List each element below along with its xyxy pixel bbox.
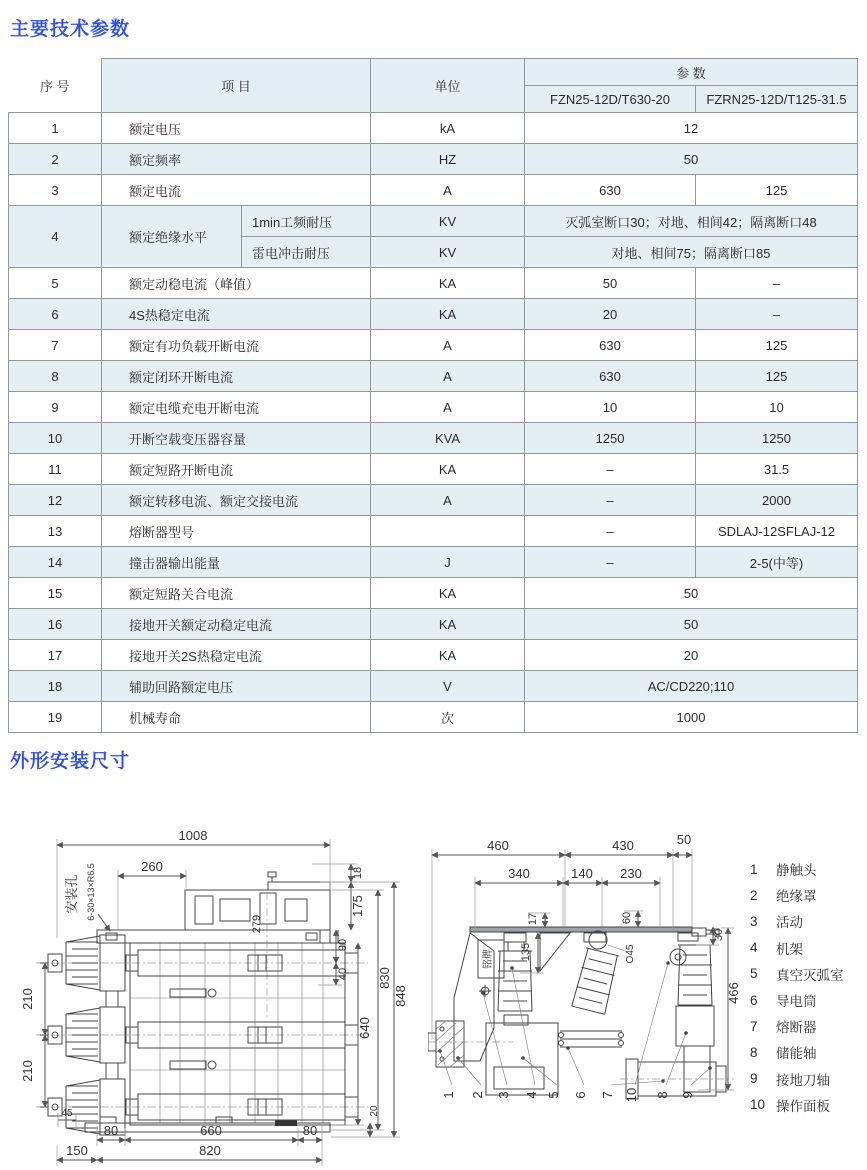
table-cell: 辅助回路额定电压 xyxy=(102,671,371,702)
dim-label: 340 xyxy=(508,866,530,881)
table-cell: 50 xyxy=(525,268,696,299)
dim-label: 40 xyxy=(337,967,349,981)
legend-label: 接地刀轴 xyxy=(776,1072,830,1088)
table-row xyxy=(9,547,858,578)
dim-label: 135 xyxy=(520,942,532,962)
table-cell: – xyxy=(525,454,696,485)
col-header-param: 参 数 xyxy=(525,59,858,86)
svg-text:铭牌: 铭牌 xyxy=(483,949,494,969)
table-cell: 125 xyxy=(696,361,858,392)
table-cell: 额定短路开断电流 xyxy=(102,454,371,485)
callout-label: 1 xyxy=(441,1091,456,1099)
table-cell: 10 xyxy=(696,392,858,423)
dim-label: 660 xyxy=(200,1123,222,1138)
table-cell: 8 xyxy=(9,361,102,392)
dim-label: 90 xyxy=(337,938,349,952)
table-cell: KA xyxy=(371,609,525,640)
col-header-model-a: FZN25-12D/T630-20 xyxy=(525,86,696,113)
table-cell xyxy=(371,516,525,547)
table-cell: 1000 xyxy=(525,702,858,733)
legend-item xyxy=(750,987,844,1013)
legend-item xyxy=(750,1013,844,1039)
table-cell: 4S热稳定电流 xyxy=(102,299,371,330)
table-row xyxy=(9,113,858,144)
col-header-unit: 单位 xyxy=(371,59,525,113)
table-cell: 额定绝缘水平 xyxy=(102,206,242,268)
table-cell: A xyxy=(371,392,525,423)
callout-label: 3 xyxy=(496,1091,511,1099)
legend-label: 绝缘罩 xyxy=(776,889,817,905)
table-cell: – xyxy=(525,516,696,547)
table-cell: A xyxy=(371,361,525,392)
table-cell: KV xyxy=(371,206,525,237)
table-cell: 6 xyxy=(9,299,102,330)
top-plate xyxy=(470,927,692,932)
table-cell: – xyxy=(696,299,858,330)
table-row xyxy=(9,485,858,516)
table-cell: 2 xyxy=(9,144,102,175)
dim-label: 848 xyxy=(393,985,408,1007)
legend-label: 导电筒 xyxy=(776,994,817,1010)
table-cell: 额定短路关合电流 xyxy=(102,578,371,609)
table-cell: KA xyxy=(371,454,525,485)
table-cell: 17 xyxy=(9,640,102,671)
legend-item xyxy=(750,1092,844,1118)
table-cell: 4 xyxy=(9,206,102,268)
table-cell: 开断空载变压器容量 xyxy=(102,423,371,454)
table-cell: 10 xyxy=(9,423,102,454)
dim-label: 230 xyxy=(620,866,642,881)
table-cell: 机械寿命 xyxy=(102,702,371,733)
dim-label: 60 xyxy=(621,911,633,925)
table-cell: 熔断器型号 xyxy=(102,516,371,547)
table-cell: 灭弧室断口30；对地、相间42；隔离断口48 xyxy=(525,206,858,237)
table-cell: A xyxy=(371,330,525,361)
table-cell: 7 xyxy=(9,330,102,361)
table-cell: – xyxy=(525,547,696,578)
legend-number: 8 xyxy=(750,1044,758,1060)
dimensions-title: 外形安装尺寸 xyxy=(10,751,131,772)
dim-label: 150 xyxy=(66,1143,88,1158)
table-cell: J xyxy=(371,547,525,578)
mounting-rail xyxy=(97,930,330,943)
legend-label: 活动 xyxy=(776,915,803,931)
table-row xyxy=(9,206,858,237)
dim-label: 140 xyxy=(571,866,593,881)
table-cell: KVA xyxy=(371,423,525,454)
callout-leaders xyxy=(440,963,710,1085)
table-cell: 14 xyxy=(9,547,102,578)
dim-label: 830 xyxy=(377,967,392,989)
legend-item xyxy=(750,1039,844,1065)
table-row xyxy=(9,640,858,671)
table-header xyxy=(9,59,858,113)
legend-item xyxy=(750,882,844,908)
table-cell: 16 xyxy=(9,609,102,640)
table-cell: 630 xyxy=(525,175,696,206)
params-table xyxy=(8,58,858,733)
col-header-model-b: FZRN25-12D/T125-31.5 xyxy=(696,86,858,113)
parts-legend xyxy=(750,856,844,1118)
table-cell: KV xyxy=(371,237,525,268)
table-cell: – xyxy=(696,268,858,299)
table-cell: 接地开关2S热稳定电流 xyxy=(102,640,371,671)
table-row xyxy=(9,268,858,299)
table-cell: 额定动稳电流（峰值） xyxy=(102,268,371,299)
table-row xyxy=(9,454,858,485)
dim-label: 210 xyxy=(20,1060,35,1082)
table-body xyxy=(9,113,858,733)
dim-label: 17 xyxy=(527,912,539,926)
machine-body xyxy=(428,928,726,1099)
legend-number: 5 xyxy=(750,966,758,982)
table-cell: 20 xyxy=(525,640,858,671)
table-cell: 9 xyxy=(9,392,102,423)
table-row xyxy=(9,392,858,423)
header-row xyxy=(9,59,858,86)
phase-links xyxy=(106,989,216,1079)
table-cell: KA xyxy=(371,268,525,299)
table-cell: 额定闭环开断电流 xyxy=(102,361,371,392)
dim-label: 80 xyxy=(103,1123,119,1138)
legend-label: 机架 xyxy=(776,941,803,957)
main-frame xyxy=(130,943,345,1125)
col-header-item: 项 目 xyxy=(102,59,371,113)
table-row xyxy=(9,330,858,361)
legend-number: 7 xyxy=(750,1018,758,1034)
legend-label: 真空灭弧室 xyxy=(776,967,844,983)
callout-label: 4 xyxy=(524,1091,539,1099)
table-row xyxy=(9,361,858,392)
table-cell: 雷电冲击耐压 xyxy=(242,237,371,268)
legend-number: 10 xyxy=(750,1097,766,1113)
dim-label: 279 xyxy=(251,914,263,934)
table-cell: A xyxy=(371,175,525,206)
left-outline-drawing xyxy=(20,828,430,1170)
legend-number: 9 xyxy=(750,1071,758,1087)
legend-item xyxy=(750,908,844,934)
table-cell: KA xyxy=(371,299,525,330)
table-cell: 11 xyxy=(9,454,102,485)
table-cell: 对地、相间75；隔离断口85 xyxy=(525,237,858,268)
dim-label: 30 xyxy=(713,928,725,942)
table-cell: 3 xyxy=(9,175,102,206)
dim-label: 466 xyxy=(726,982,741,1004)
table-cell: AC/CD220;110 xyxy=(525,671,858,702)
dim-label: 175 xyxy=(350,895,365,917)
dim-label: 210 xyxy=(20,988,35,1010)
table-row xyxy=(9,578,858,609)
table-row xyxy=(9,144,858,175)
table-cell: 2-5(中等) xyxy=(696,547,858,578)
dim-label: 80 xyxy=(302,1123,318,1138)
table-cell: 18 xyxy=(9,671,102,702)
table-cell: 1min工频耐压 xyxy=(242,206,371,237)
legend-number: 1 xyxy=(750,861,758,877)
table-cell: 19 xyxy=(9,702,102,733)
table-cell: 630 xyxy=(525,361,696,392)
table-cell: 1 xyxy=(9,113,102,144)
table-cell: 31.5 xyxy=(696,454,858,485)
table-cell: 撞击器输出能量 xyxy=(102,547,371,578)
table-cell: kA xyxy=(371,113,525,144)
table-cell: 12 xyxy=(525,113,858,144)
table-row xyxy=(9,299,858,330)
mount-hole-note: 6-30×13×R6.5 xyxy=(86,863,96,921)
legend-label: 静触头 xyxy=(776,863,817,879)
legend-item xyxy=(750,856,844,882)
table-cell: 630 xyxy=(525,330,696,361)
legend-item xyxy=(750,961,844,987)
table-cell: 额定电压 xyxy=(102,113,371,144)
table-cell: KA xyxy=(371,640,525,671)
table-cell: 50 xyxy=(525,578,858,609)
table-cell: V xyxy=(371,671,525,702)
dim-label: 460 xyxy=(487,838,509,853)
table-row xyxy=(9,175,858,206)
legend-label: 熔断器 xyxy=(776,1020,817,1036)
table-row xyxy=(9,609,858,640)
right-outline-drawing xyxy=(428,833,763,1145)
dim-label: 260 xyxy=(141,859,163,874)
legend-number: 3 xyxy=(750,913,758,929)
table-row xyxy=(9,671,858,702)
callout-label: 7 xyxy=(600,1091,615,1099)
dim-label: 430 xyxy=(612,838,634,853)
table-cell: 12 xyxy=(9,485,102,516)
table-cell: 50 xyxy=(525,609,858,640)
table-cell: 额定电缆充电开断电流 xyxy=(102,392,371,423)
legend-label: 操作面板 xyxy=(776,1098,830,1114)
table-cell: 125 xyxy=(696,330,858,361)
table-cell: 额定有功负载开断电流 xyxy=(102,330,371,361)
dim-label: O45 xyxy=(625,944,636,964)
callout-label: 10 xyxy=(624,1087,639,1103)
dim-label: 45 xyxy=(61,1108,73,1119)
dim-label: 50 xyxy=(676,833,692,847)
dim-label: 1008 xyxy=(178,828,208,843)
table-cell: 额定电流 xyxy=(102,175,371,206)
table-cell: 13 xyxy=(9,516,102,547)
table-cell: SDLAJ-12SFLAJ-12 xyxy=(696,516,858,547)
technical-params-title: 主要技术参数 xyxy=(10,19,131,40)
table-cell: A xyxy=(371,485,525,516)
table-cell: 额定转移电流、额定交接电流 xyxy=(102,485,371,516)
table-row xyxy=(9,423,858,454)
table-cell: HZ xyxy=(371,144,525,175)
legend-number: 6 xyxy=(750,992,758,1008)
table-cell: 1250 xyxy=(525,423,696,454)
table-cell: 5 xyxy=(9,268,102,299)
callout-label: 8 xyxy=(655,1091,670,1099)
table-cell: 接地开关额定动稳定电流 xyxy=(102,609,371,640)
callout-label: 5 xyxy=(546,1091,561,1099)
table-cell: 20 xyxy=(525,299,696,330)
dim-label: 18 xyxy=(352,866,364,880)
legend-label: 储能轴 xyxy=(776,1046,817,1062)
table-cell: 10 xyxy=(525,392,696,423)
legend-item xyxy=(750,1066,844,1092)
dim-label: 20 xyxy=(369,1105,380,1117)
table-cell: 15 xyxy=(9,578,102,609)
frame-lattice xyxy=(130,943,345,1123)
col-header-no: 序 号 xyxy=(9,59,102,113)
callout-label: 6 xyxy=(573,1091,588,1099)
legend-number: 4 xyxy=(750,940,758,956)
table-cell: – xyxy=(525,485,696,516)
table-cell: KA xyxy=(371,578,525,609)
table-cell: 2000 xyxy=(696,485,858,516)
callout-label: 9 xyxy=(680,1091,695,1099)
callout-numbers xyxy=(441,1088,695,1102)
legend-item xyxy=(750,935,844,961)
table-cell: 50 xyxy=(525,144,858,175)
table-cell: 1250 xyxy=(696,423,858,454)
table-row xyxy=(9,702,858,733)
table-cell: 次 xyxy=(371,702,525,733)
table-row xyxy=(9,516,858,547)
table-cell: 125 xyxy=(696,175,858,206)
dim-label: 820 xyxy=(199,1143,221,1158)
table-cell: 额定频率 xyxy=(102,144,371,175)
mount-hole-label: 安装孔 xyxy=(64,874,79,914)
callout-label: 2 xyxy=(470,1091,485,1099)
legend-number: 2 xyxy=(750,887,758,903)
dim-label: 640 xyxy=(357,1017,372,1039)
